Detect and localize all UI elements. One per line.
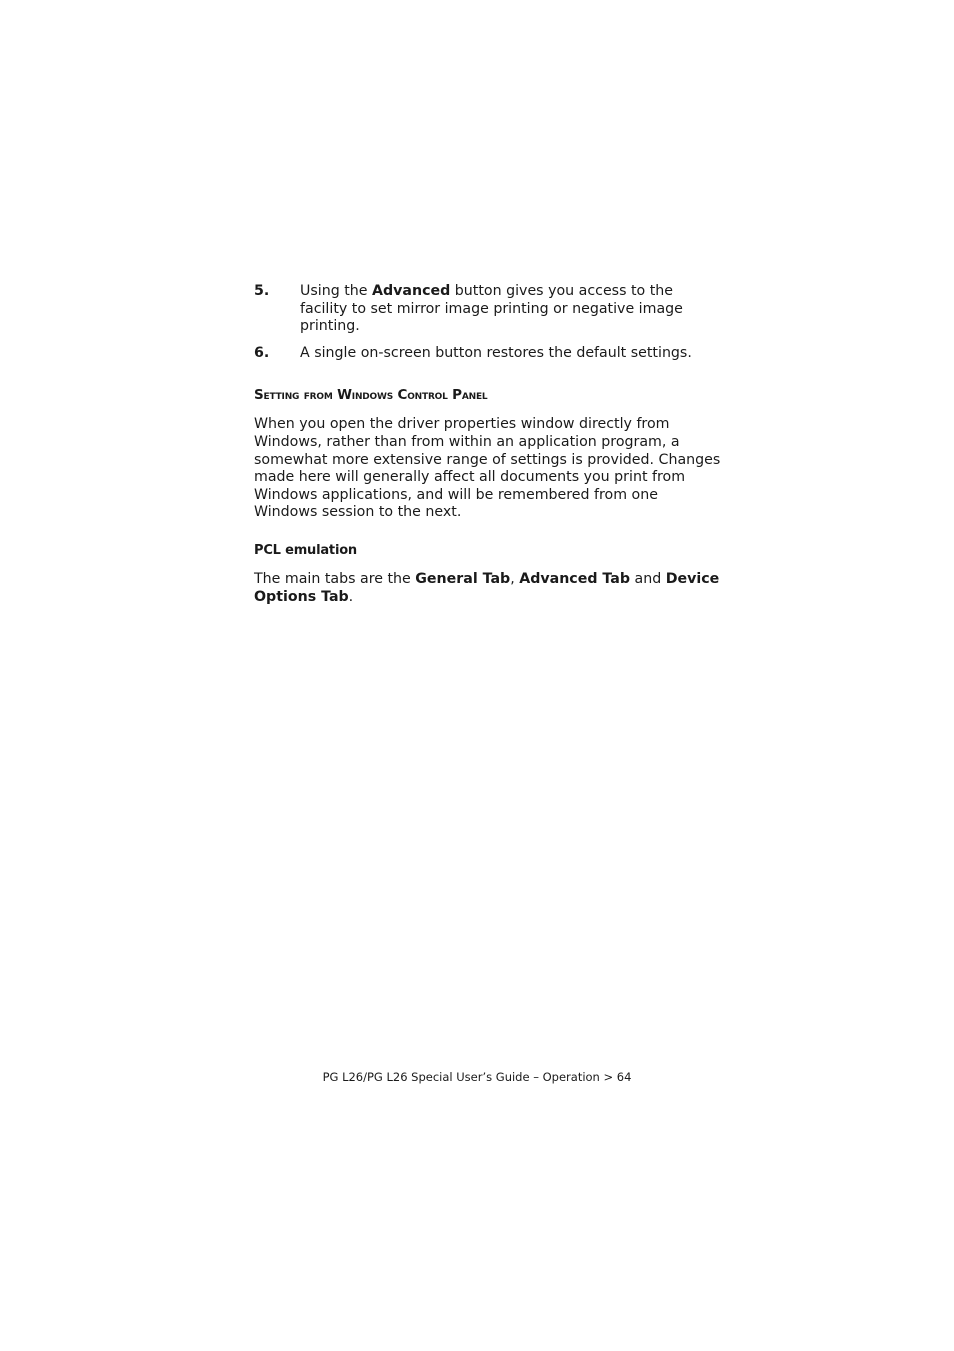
step-5 [254,283,724,336]
text-part: . [348,588,354,605]
text-part: The main tabs are the [254,570,416,587]
step-text: A single on-screen button restores the default settings. [300,344,692,361]
section-heading: Setting from Windows Control Panel [254,387,488,404]
advanced-button-reference: Advanced [372,283,451,299]
general-tab-reference: General Tab [415,570,511,587]
step-6 [254,345,724,363]
text-part: , [510,570,520,587]
step-text-part: button gives you access to the facility to set mirror image printing or negative image printing. [300,283,683,335]
device-options-tab-reference: Device Options Tab [254,570,720,605]
text-part: and [630,570,666,587]
page-footer: PG L26/PG L26 Special User’s Guide – Operation > 64 [322,1070,632,1084]
section-paragraph: When you open the driver properties window directly from Windows, rather than from within an application program, a somewhat more extensive range of settings is provided. Changes made here will generally affect all documents you print from Windows applications, and will be remembered from one Windows session to the next. [254,416,721,521]
subsection-paragraph [254,571,724,606]
subsection-heading: PCL emulation [254,542,357,558]
step-text-part: Using the [300,283,373,299]
page-content [254,283,724,606]
advanced-tab-reference: Advanced Tab [519,570,631,587]
step-number: 5. [254,283,270,299]
step-text [300,283,724,336]
step-number: 6. [254,344,270,361]
